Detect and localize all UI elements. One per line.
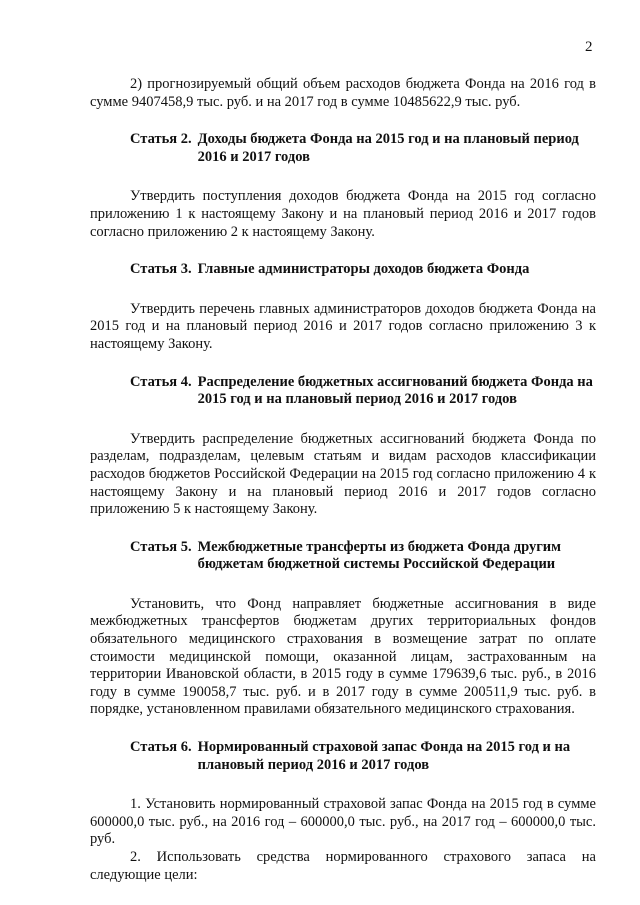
article-3-heading (90, 261, 596, 279)
article-6-paragraph-1: 1. Установить нормированный страховой запас Фонда на 2015 год в сумме 600000,0 тыс. руб., на 2016 год – 600000,0 тыс. руб., на 2017 год – 600000,0 тыс. руб. (90, 796, 596, 848)
document-body (90, 76, 596, 884)
article-6-label: Статья 6. (130, 739, 192, 756)
article-2-label: Статья 2. (130, 131, 192, 148)
article-2-heading (90, 131, 596, 166)
article-4-title: Распределение бюджетных ассигнований бюджета Фонда на 2015 год и на плановый период 2016 и 2017 годов (197, 373, 593, 408)
article-4-heading (90, 374, 596, 409)
article-6-title: Нормированный страховой запас Фонда на 2015 год и на плановый период 2016 и 2017 годов (197, 739, 571, 773)
article-5-paragraph: Установить, что Фонд направляет бюджетные ассигнования в виде межбюджетных трансфертов бюджетам других территориальных фондов обязательного медицинского страхования в возмещение затрат по оплате стоимости медицинской помощи, оказанной лицам, застрахованным на территории Ивановской области, в 2015 году в сумме 179639,6 тыс. руб., в 2016 году в сумме 190058,7 тыс. руб. и в 2017 году в сумме 200511,9 тыс. руб. в порядке, установленном правилами обязательного медицинского страхования. (90, 595, 596, 718)
article-4-paragraph: Утвердить распределение бюджетных ассигнований бюджета Фонда по разделам, подразделам, целевым статьям и видам расходов классификации расходов бюджетов Российской Федерации на 2015 год согласно приложению 4 к настоящему Закону и на плановый период 2016 и 2017 годов согласно приложению 5 к настоящему Закону. (90, 430, 596, 518)
article-5-title: Межбюджетные трансферты из бюджета Фонда другим бюджетам бюджетной системы Российской Федерации (197, 538, 562, 573)
article-4-label: Статья 4. (130, 373, 192, 390)
page-number: 2 (585, 39, 593, 55)
article-2-title: Доходы бюджета Фонда на 2015 год и на плановый период 2016 и 2017 годов (197, 131, 579, 165)
article-3-label: Статья 3. (130, 261, 192, 278)
article-6-paragraph-2: 2. Использовать средства нормированного страхового запаса на следующие цели: (90, 849, 596, 883)
article-5-heading (90, 539, 596, 574)
article-2-paragraph: Утвердить поступления доходов бюджета Фонда на 2015 год согласно приложению 1 к настоящему Закону и на плановый период 2016 и 2017 годов согласно приложению 2 к настоящему Закону. (90, 188, 596, 240)
article-3-title: Главные администраторы доходов бюджета Фонда (197, 261, 530, 278)
intro-paragraph: 2) прогнозируемый общий объем расходов бюджета Фонда на 2016 год в сумме 9407458,9 тыс. руб. и на 2017 год в сумме 10485622,9 тыс. руб. (90, 76, 596, 110)
article-6-heading (90, 739, 596, 774)
article-3-paragraph: Утвердить перечень главных администраторов доходов бюджета Фонда на 2015 год и на плановый период 2016 и 2017 годов согласно приложению 3 к настоящему Закону. (90, 300, 596, 352)
article-5-label: Статья 5. (130, 538, 192, 555)
